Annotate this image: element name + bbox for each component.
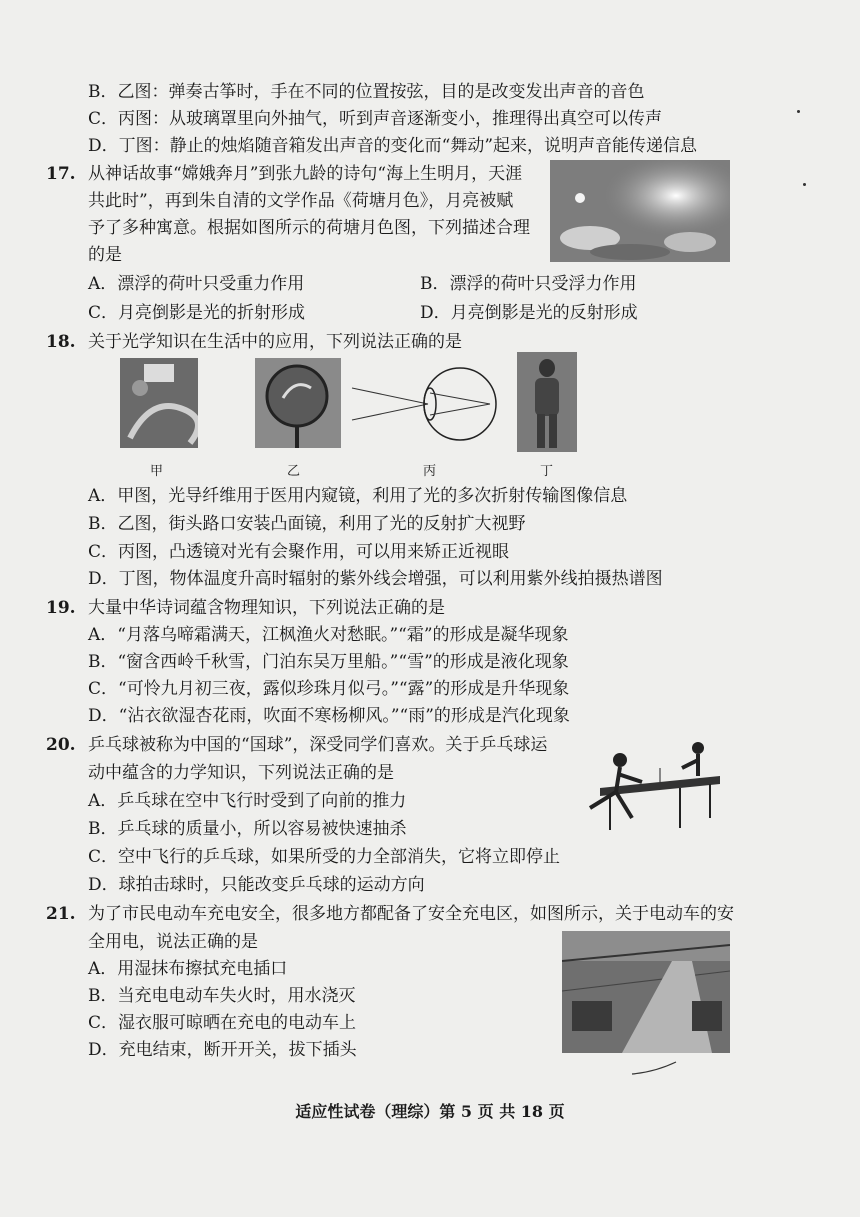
q16-option-d: D．丁图：静止的烛焰随音箱发出声音的变化而“舞动”起来，说明声音能传递信息 — [88, 136, 698, 156]
q20-stem-line2: 动中蕴含的力学知识，下列说法正确的是 — [88, 763, 394, 783]
scan-speck — [797, 110, 800, 113]
q18-option-a: A．甲图，光导纤维用于医用内窥镜，利用了光的多次折射传输图像信息 — [88, 486, 628, 506]
table-tennis-illustration — [570, 738, 730, 834]
q17-stem-line1: 从神话故事“嫦娥奔月”到张九龄的诗句“海上生明月，天涯 — [88, 164, 523, 184]
charging-area-photo — [562, 931, 730, 1053]
q18-option-b: B．乙图，街头路口安装凸面镜，利用了光的反射扩大视野 — [88, 514, 526, 534]
q20-number: 20. — [46, 735, 76, 755]
convex-mirror-photo — [255, 358, 341, 448]
q18-option-c: C．丙图，凸透镜对光有会聚作用，可以用来矫正近视眼 — [88, 542, 510, 562]
q19-stem: 大量中华诗词蕴含物理知识，下列说法正确的是 — [88, 598, 445, 618]
q17-option-c: C．月亮倒影是光的折射形成 — [88, 303, 306, 323]
q20-option-a: A．乒乓球在空中飞行时受到了向前的推力 — [88, 791, 407, 811]
q17-number: 17. — [46, 164, 76, 184]
eye-lens-diagram — [350, 363, 500, 445]
q21-stem-line2: 全用电，说法正确的是 — [88, 932, 258, 952]
q19-option-a: A．“月落乌啼霜满天，江枫渔火对愁眠。”“霜”的形成是凝华现象 — [88, 625, 569, 645]
scan-speck — [803, 183, 806, 186]
q19-option-d: D．“沾衣欲湿杏花雨，吹面不寒杨柳风。”“雨”的形成是汽化现象 — [88, 706, 570, 726]
lotus-moon-photo — [550, 160, 730, 262]
endoscope-photo — [120, 358, 198, 448]
q20-option-c: C．空中飞行的乒乓球，如果所受的力全部消失，它将立即停止 — [88, 847, 561, 867]
q18-stem: 关于光学知识在生活中的应用，下列说法正确的是 — [88, 332, 462, 352]
q19-option-b: B．“窗含西岭千秋雪，门泊东吴万里船。”“雪”的形成是液化现象 — [88, 652, 569, 672]
q20-stem-line1: 乒乓球被称为中国的“国球”，深受同学们喜欢。关于乒乓球运 — [88, 735, 548, 755]
q20-option-d: D．球拍击球时，只能改变乒乓球的运动方向 — [88, 875, 425, 895]
q17-stem-line4: 的是 — [88, 245, 122, 265]
fig-caption-jia: 甲 — [150, 464, 164, 479]
fig-caption-bing: 丙 — [423, 464, 437, 479]
pen-mark — [630, 1060, 680, 1076]
q20-option-b: B．乒乓球的质量小，所以容易被快速抽杀 — [88, 819, 407, 839]
q17-option-d: D．月亮倒影是光的反射形成 — [420, 303, 638, 323]
q21-number: 21. — [46, 904, 76, 924]
q21-option-a: A．用湿抹布擦拭充电插口 — [88, 959, 288, 979]
fig-caption-ding: 丁 — [540, 464, 554, 479]
q19-number: 19. — [46, 598, 76, 618]
q16-option-c: C．丙图：从玻璃罩里向外抽气，听到声音逐渐变小，推理得出真空可以传声 — [88, 109, 663, 129]
q21-option-d: D．充电结束，断开开关，拔下插头 — [88, 1040, 357, 1060]
page-footer: 适应性试卷（理综）第 5 页 共 18 页 — [295, 1102, 565, 1121]
q16-option-b: B．乙图：弹奏古筝时，手在不同的位置按弦，目的是改变发出声音的音色 — [88, 82, 645, 102]
q18-option-d: D．丁图，物体温度升高时辐射的紫外线会增强，可以利用紫外线拍摄热谱图 — [88, 569, 663, 589]
q17-stem-line2: 共此时”，再到朱自清的文学作品《荷塘月色》，月亮被赋 — [88, 191, 514, 211]
q17-stem-line3: 予了多种寓意。根据如图所示的荷塘月色图，下列描述合理 — [88, 218, 530, 238]
q21-option-c: C．湿衣服可晾晒在充电的电动车上 — [88, 1013, 357, 1033]
q21-option-b: B．当充电电动车失火时，用水浇灭 — [88, 986, 356, 1006]
thermal-image-photo — [517, 352, 577, 452]
q21-stem-line1: 为了市民电动车充电安全，很多地方都配备了安全充电区，如图所示，关于电动车的安 — [88, 904, 734, 924]
q17-option-a: A．漂浮的荷叶只受重力作用 — [88, 274, 305, 294]
q17-option-b: B．漂浮的荷叶只受浮力作用 — [420, 274, 637, 294]
q18-number: 18. — [46, 332, 76, 352]
q19-option-c: C．“可怜九月初三夜，露似珍珠月似弓。”“露”的形成是升华现象 — [88, 679, 570, 699]
fig-caption-yi: 乙 — [287, 464, 301, 479]
